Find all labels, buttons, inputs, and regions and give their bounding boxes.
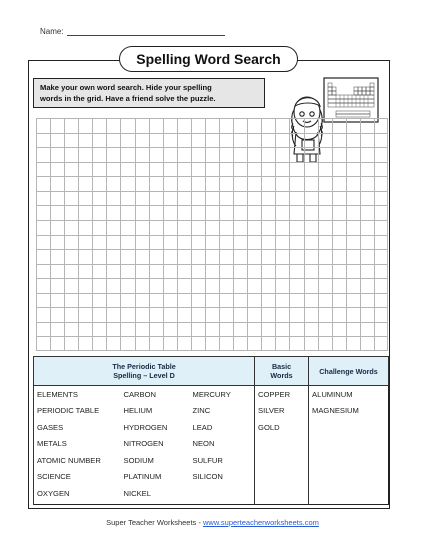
challenge-word (309, 419, 389, 436)
word-col2: HELIUM (123, 406, 153, 416)
word-col1: GASES (34, 419, 121, 436)
word-col1: ATOMIC NUMBER (34, 452, 121, 469)
word-col1: ELEMENTS (34, 386, 121, 403)
word-col3: MERCURY (192, 389, 231, 399)
word-search-grid[interactable] (36, 118, 388, 351)
word-col2: NITROGEN (123, 439, 164, 449)
challenge-word: ALUMINUM (309, 386, 389, 403)
basic-word (255, 469, 309, 486)
table-row (34, 452, 389, 469)
basic-word: COPPER (255, 386, 309, 403)
word-col3: NEON (192, 439, 215, 449)
basic-word (255, 485, 309, 504)
table-row (34, 386, 389, 403)
word-col2: NICKEL (123, 488, 151, 498)
table-row (34, 403, 389, 420)
instructions-box (33, 78, 265, 108)
word-col2: CARBON (123, 389, 156, 399)
challenge-word: MAGNESIUM (309, 403, 389, 420)
word-col1: SCIENCE (34, 469, 121, 486)
header-basic-line1: Basic (271, 362, 292, 371)
word-col3: LEAD (192, 422, 213, 432)
word-col1: PERIODIC TABLE (34, 403, 121, 420)
word-col2: HYDROGEN (123, 422, 168, 432)
challenge-word (309, 485, 389, 504)
word-col3 (190, 485, 255, 504)
page-title: Spelling Word Search (119, 46, 298, 72)
table-row (34, 485, 389, 504)
footer-brand: Super Teacher Worksheets (106, 518, 197, 527)
challenge-word (309, 469, 389, 486)
instructions-line-2: words in the grid. Have a friend solve the puzzle. (40, 94, 216, 103)
basic-word: SILVER (255, 403, 309, 420)
footer (0, 518, 425, 527)
word-col3: ZINC (192, 406, 211, 416)
word-col2: PLATINUM (123, 472, 162, 482)
footer-link[interactable]: www.superteacherworksheets.com (202, 518, 319, 527)
header-main-line2: Spelling – Level D (113, 371, 175, 380)
basic-word: GOLD (255, 419, 309, 436)
challenge-word (309, 436, 389, 453)
word-col1: METALS (34, 436, 121, 453)
table-row (34, 469, 389, 486)
grid-lines (36, 118, 388, 351)
footer-separator: - (196, 518, 203, 527)
header-basic (255, 357, 309, 386)
header-main-line1: The Periodic Table (112, 362, 176, 371)
header-main (34, 357, 255, 386)
name-line[interactable] (67, 27, 225, 36)
table-row (34, 436, 389, 453)
name-field (40, 27, 225, 36)
spelling-words-table (33, 356, 389, 505)
table-row (34, 419, 389, 436)
challenge-word (309, 452, 389, 469)
name-label: Name: (40, 27, 64, 36)
instructions-line-1: Make your own word search. Hide your spelling (40, 83, 212, 92)
word-col3: SILICON (192, 472, 223, 482)
basic-word (255, 436, 309, 453)
header-basic-line2: Words (270, 371, 293, 380)
word-col1: OXYGEN (34, 485, 121, 504)
word-col3: SULFUR (192, 455, 223, 465)
header-challenge: Challenge Words (309, 357, 389, 386)
table-header-row (34, 357, 389, 386)
basic-word (255, 452, 309, 469)
word-col2: SODIUM (123, 455, 154, 465)
